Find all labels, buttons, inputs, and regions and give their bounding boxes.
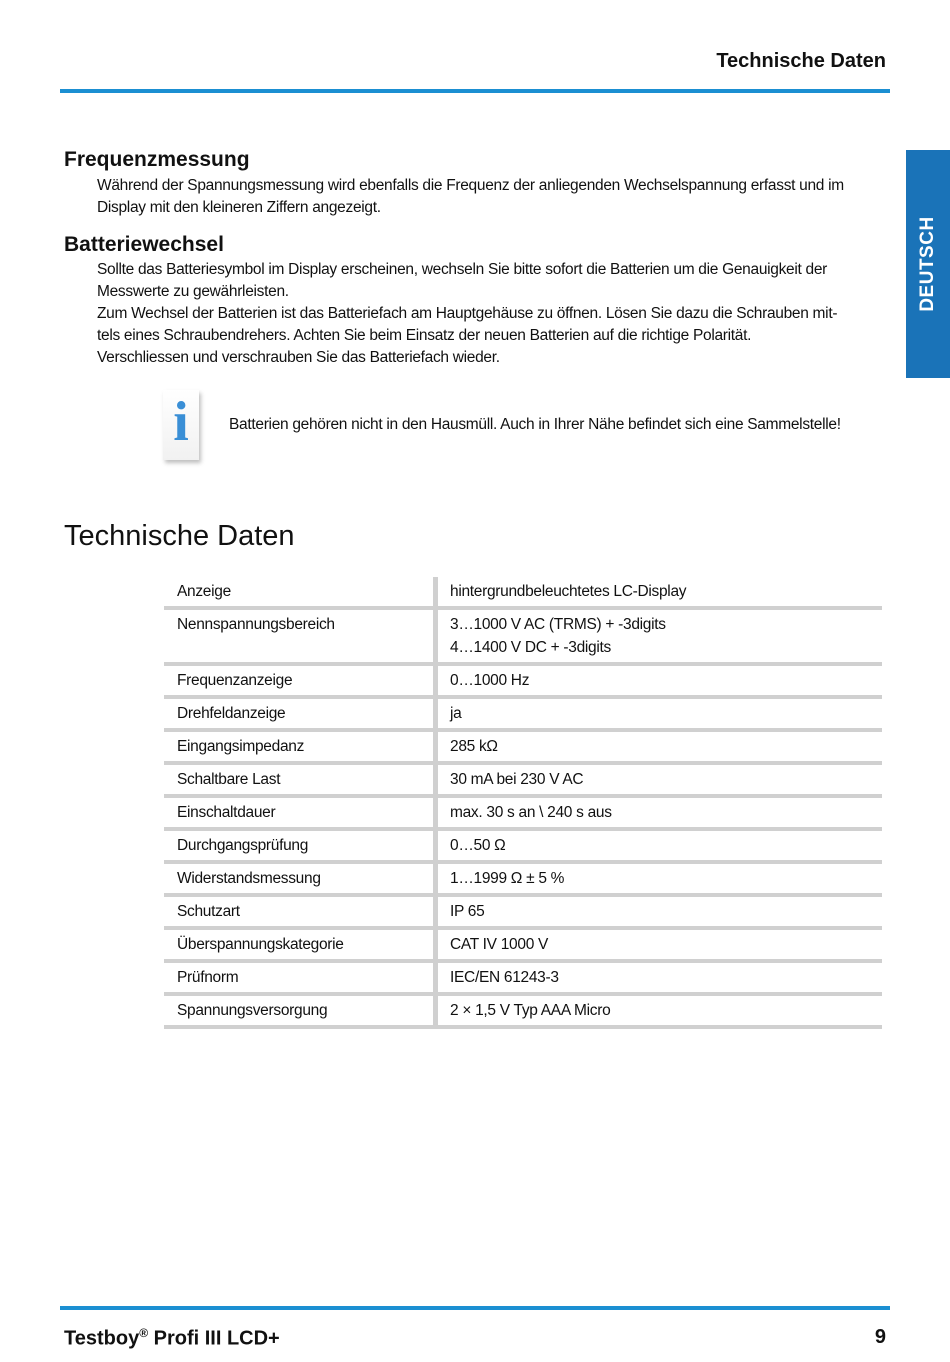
spec-label: Nennspannungsbereich [164,610,438,662]
table-row [164,666,882,699]
spec-value-line: 30 mA bei 230 V AC [450,771,584,788]
header-rule [60,89,890,93]
table-row [164,798,882,831]
table-row [164,610,882,666]
heading-technische-daten: Technische Daten [64,520,295,552]
spec-value [438,699,882,728]
info-icon [163,390,199,460]
spec-value [438,930,882,959]
spec-label: Einschaltdauer [164,798,438,827]
spec-value-line: 285 kΩ [450,738,498,755]
heading-frequenzmessung: Frequenzmessung [64,148,250,171]
text-line: Sollte das Batteriesymbol im Display erscheinen, wechseln Sie bitte sofort die Batterien um die Genauigkeit der [97,261,828,278]
spec-label: Drehfeldanzeige [164,699,438,728]
spec-value-line: 4…1400 V DC + -3digits [450,639,611,656]
table-row [164,996,882,1029]
text-line: tels eines Schraubendrehers. Achten Sie beim Einsatz der neuen Batterien auf die richtige Polarität. [97,327,752,344]
table-row [164,831,882,864]
spec-label: Schaltbare Last [164,765,438,794]
table-row [164,765,882,798]
spec-label: Widerstandsmessung [164,864,438,893]
spec-label: Prüfnorm [164,963,438,992]
spec-label: Frequenzanzeige [164,666,438,695]
spec-label: Überspannungskategorie [164,930,438,959]
info-icon-glyph: i [173,391,189,453]
paragraph-batteriewechsel [97,259,887,369]
registered-mark: ® [139,1326,149,1340]
spec-value-line: CAT IV 1000 V [450,936,549,953]
spec-value [438,996,882,1025]
footer-brand: Testboy [64,1327,140,1350]
spec-value-line: 3…1000 V AC (TRMS) + -3digits [450,616,666,633]
spec-label: Schutzart [164,897,438,926]
spec-value [438,732,882,761]
spec-value-line: 0…50 Ω [450,837,506,854]
spec-value [438,897,882,926]
info-note-text: Batterien gehören nicht in den Hausmüll. Auch in Ihrer Nähe befindet sich eine Sammelstelle! [229,416,841,433]
text-line: Zum Wechsel der Batterien ist das Batteriefach am Hauptgehäuse zu öffnen. Lösen Sie dazu die Schrauben mit- [97,305,838,322]
table-row [164,963,882,996]
spec-value [438,577,882,606]
table-row [164,864,882,897]
table-row [164,577,882,610]
spec-value [438,610,882,662]
spec-value [438,963,882,992]
spec-value-line: 0…1000 Hz [450,672,530,689]
running-header-title: Technische Daten [716,50,886,72]
page-number: 9 [874,1326,886,1348]
spec-value-line: IEC/EN 61243-3 [450,969,559,986]
spec-value-line: 1…1999 Ω ± 5 % [450,870,565,887]
table-row [164,699,882,732]
language-tab [906,150,950,378]
spec-value [438,765,882,794]
text-line: Während der Spannungsmessung wird ebenfalls die Frequenz der anliegenden Wechselspannung erfasst und im [97,177,844,194]
spec-value-line: hintergrundbeleuchtetes LC-Display [450,583,687,600]
spec-value-line: 2 × 1,5 V Typ AAA Micro [450,1002,611,1019]
table-row [164,897,882,930]
spec-table [164,577,882,1029]
footer-product-name [64,1326,280,1351]
language-tab-label: DEUTSCH [917,216,938,312]
footer-model: Profi III LCD+ [148,1327,280,1350]
table-row [164,930,882,963]
text-line: Display mit den kleineren Ziffern angezeigt. [97,199,381,216]
spec-value-line: ja [450,705,462,722]
footer-rule [60,1306,890,1310]
spec-value [438,666,882,695]
paragraph-frequenzmessung [97,175,887,219]
heading-batteriewechsel: Batteriewechsel [64,233,224,256]
table-row [164,732,882,765]
spec-label: Eingangsimpedanz [164,732,438,761]
spec-label: Durchgangsprüfung [164,831,438,860]
text-line: Messwerte zu gewährleisten. [97,283,289,300]
spec-label: Spannungsversorgung [164,996,438,1025]
spec-value-line: max. 30 s an \ 240 s aus [450,804,612,821]
spec-value [438,798,882,827]
spec-value-line: IP 65 [450,903,485,920]
spec-value [438,864,882,893]
spec-label: Anzeige [164,577,438,606]
text-line: Verschliessen und verschrauben Sie das Batteriefach wieder. [97,349,500,366]
spec-value [438,831,882,860]
